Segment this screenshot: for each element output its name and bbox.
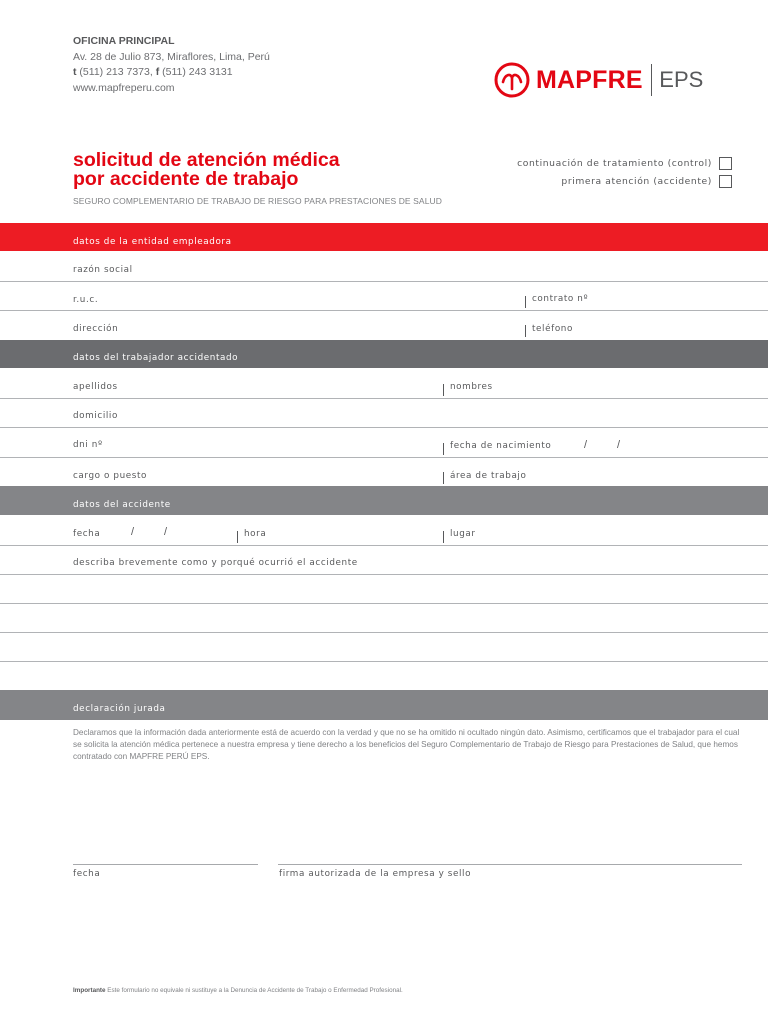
phone-label: t bbox=[73, 66, 77, 78]
field-separator bbox=[525, 325, 526, 337]
divider bbox=[0, 310, 768, 311]
field-separator bbox=[443, 384, 444, 396]
date-slash: / bbox=[131, 526, 135, 538]
office-address: Av. 28 de Julio 873, Miraflores, Lima, Perú bbox=[73, 50, 270, 63]
field-dni[interactable]: dni nº bbox=[73, 440, 103, 450]
checkbox-row-control[interactable] bbox=[517, 157, 732, 170]
logo-divider bbox=[651, 64, 653, 96]
signature-line-date[interactable] bbox=[73, 864, 258, 865]
field-nombres[interactable]: nombres bbox=[450, 382, 493, 392]
date-slash: / bbox=[617, 439, 621, 451]
field-razon-social[interactable]: razón social bbox=[73, 265, 133, 275]
fax-label: f bbox=[155, 66, 160, 78]
checkbox-first-attention[interactable] bbox=[719, 175, 732, 188]
brand-name: MAPFRE bbox=[536, 65, 643, 94]
field-separator bbox=[237, 531, 238, 543]
section-worker: datos del trabajador accidentado bbox=[0, 340, 768, 368]
mapfre-eps-logo bbox=[494, 60, 703, 100]
footnote-label: Importante bbox=[73, 987, 106, 994]
office-phones bbox=[73, 65, 270, 81]
signature-line-firm[interactable] bbox=[278, 864, 742, 865]
field-lugar[interactable]: lugar bbox=[450, 529, 476, 539]
field-telefono[interactable]: teléfono bbox=[532, 324, 573, 334]
checkbox-row-first[interactable] bbox=[561, 175, 732, 188]
field-fecha-accidente[interactable]: fecha bbox=[73, 529, 101, 539]
description-line[interactable] bbox=[0, 632, 768, 633]
office-info bbox=[73, 34, 270, 96]
section-employer: datos de la entidad empleadora bbox=[0, 223, 768, 251]
divider bbox=[0, 398, 768, 399]
field-ruc[interactable]: r.u.c. bbox=[73, 295, 99, 305]
checkbox-control[interactable] bbox=[719, 157, 732, 170]
field-apellidos[interactable]: apellidos bbox=[73, 382, 118, 392]
description-line[interactable] bbox=[0, 661, 768, 662]
field-cargo[interactable]: cargo o puesto bbox=[73, 471, 148, 481]
footnote-text: Este formulario no equivale ni sustituye a la Denuncia de Accidente de Trabajo o Enfermedad Profesional. bbox=[107, 987, 403, 994]
form-title bbox=[73, 151, 340, 189]
field-separator bbox=[443, 531, 444, 543]
field-hora[interactable]: hora bbox=[244, 529, 267, 539]
divider bbox=[0, 545, 768, 546]
field-separator bbox=[525, 296, 526, 308]
description-line[interactable] bbox=[0, 574, 768, 575]
section-accident: datos del accidente bbox=[0, 486, 768, 515]
checkbox-label-control: continuación de tratamiento (control) bbox=[517, 158, 712, 169]
declaration-text: Declaramos que la información dada anteriormente está de acuerdo con la verdad y que no se ha omitido ni ocultado ningún dato. Asimismo, certificamos que el trabajador para el cual se solicita la atención médica pertenece a nuestra empresa y tiene derecho a los beneficios del Seguro Complementario de Trabajo de Riesgo para Prestaciones de Salud, que hemos contratado con MAPFRE PERÚ EPS. bbox=[73, 728, 740, 761]
divider bbox=[0, 427, 768, 428]
fax-number: (511) 243 3131 bbox=[162, 66, 233, 78]
brand-product: EPS bbox=[659, 67, 704, 92]
description-line[interactable] bbox=[0, 603, 768, 604]
phone-number: (511) 213 7373, bbox=[79, 66, 153, 78]
field-separator bbox=[443, 443, 444, 455]
field-separator bbox=[443, 472, 444, 484]
signature-fecha-label: fecha bbox=[73, 869, 101, 879]
office-website[interactable]: www.mapfreperu.com bbox=[73, 81, 175, 94]
signature-firma-label: firma autorizada de la empresa y sello bbox=[279, 869, 472, 879]
divider bbox=[0, 281, 768, 282]
field-fecha-nacimiento[interactable]: fecha de nacimiento bbox=[450, 441, 552, 451]
field-contrato[interactable]: contrato nº bbox=[532, 294, 589, 304]
date-slash: / bbox=[164, 526, 168, 538]
form-title-line1: solicitud de atención médica bbox=[73, 149, 340, 171]
field-describa[interactable]: describa brevemente como y porqué ocurrió el accidente bbox=[73, 558, 358, 568]
checkbox-label-first: primera atención (accidente) bbox=[561, 176, 712, 187]
section-declaration: declaración jurada bbox=[0, 690, 768, 720]
form-subtitle: SEGURO COMPLEMENTARIO DE TRABAJO DE RIESGO PARA PRESTACIONES DE SALUD bbox=[73, 196, 443, 206]
form-title-line2: por accidente de trabajo bbox=[73, 168, 299, 190]
mapfre-emblem-icon bbox=[494, 62, 530, 98]
footnote bbox=[73, 987, 403, 994]
field-direccion[interactable]: dirección bbox=[73, 324, 119, 334]
divider bbox=[0, 457, 768, 458]
field-domicilio[interactable]: domicilio bbox=[73, 411, 118, 421]
date-slash: / bbox=[584, 439, 588, 451]
field-area[interactable]: área de trabajo bbox=[450, 471, 527, 481]
office-title: OFICINA PRINCIPAL bbox=[73, 35, 175, 47]
